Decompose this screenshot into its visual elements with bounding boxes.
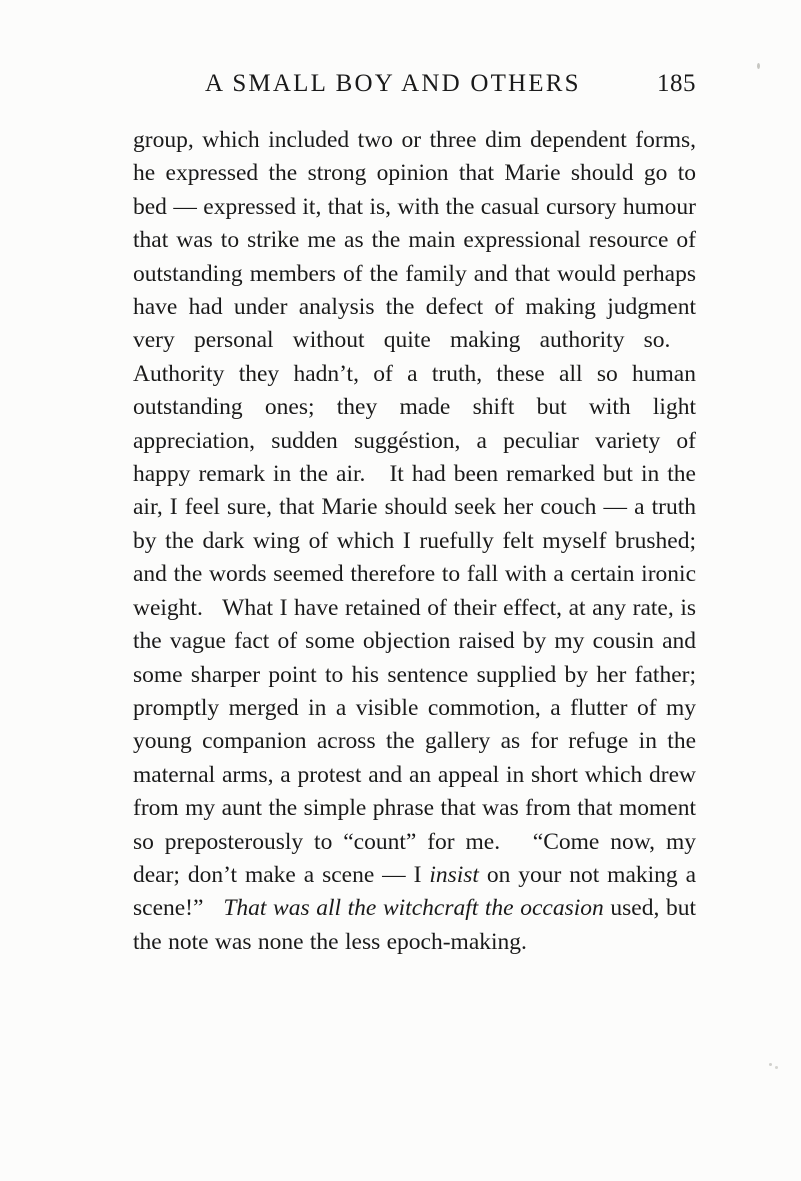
paper-speck	[757, 63, 760, 69]
paper-speck	[775, 1066, 778, 1069]
running-head: A SMALL BOY AND OTHERS	[205, 70, 581, 97]
paper-speck	[769, 1063, 772, 1066]
body-text	[133, 124, 696, 959]
page-header	[133, 70, 696, 98]
page-number: 185	[657, 70, 696, 97]
page-content	[133, 70, 696, 959]
paragraph: group, which included two or three dim dependent forms, he expressed the strong opinion that Marie should go to bed — expressed it, that is, with the casual cursory humour that was to strike me as the main expressional resource of outstanding members of the family and that would perhaps have had under analysis the defect of making judgment very personal without quite making authority so. Authority they hadn’t, of a truth, these all so human outstanding ones; they made shift but with light appreciation, sudden suggéstion, a peculiar variety of happy remark in the air. It had been remarked but in the air, I feel sure, that Marie should seek her couch — a truth by the dark wing of which I ruefully felt myself brushed; and the words seemed therefore to fall with a certain ironic weight. What I have retained of their effect, at any rate, is the vague fact of some objection raised by my cousin and some sharper point to his sentence supplied by her father; promptly merged in a visible commotion, a flutter of my young companion across the gallery as for refuge in the maternal arms, a protest and an appeal in short which drew from my aunt the simple phrase that was from that moment so preposterously to “count” for me. “Come now, my dear; don’t make a scene — I insist on your not making a scene!” That was all the witchcraft the occasion used, but the note was none the less epoch-making.	[133, 127, 696, 955]
